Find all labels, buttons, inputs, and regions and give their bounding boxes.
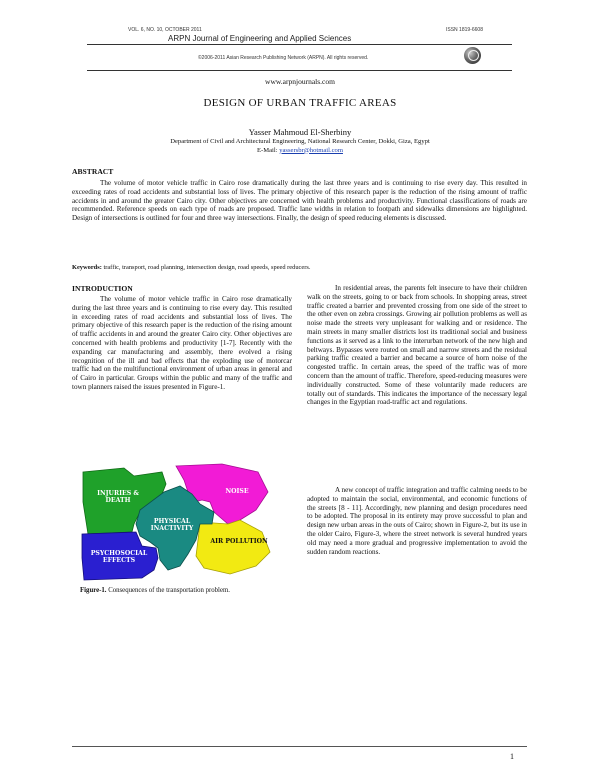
header-rule-top [87, 44, 512, 45]
introduction-heading: INTRODUCTION [72, 284, 133, 293]
arpn-globe-icon [464, 47, 481, 64]
label-psycho: PSYCHOSOCIAL EFFECTS [90, 550, 148, 564]
figure-1-caption [80, 587, 300, 594]
keywords-label: Keywords: [72, 264, 102, 271]
journal-name: ARPN Journal of Engineering and Applied Sciences [168, 34, 352, 43]
intro-paragraph-1: The volume of motor vehicle traffic in Cairo rose dramatically during the last three years and is continuing to rise every day. This resulted in exceeding rates of road accidents and substantial loss of lives. The primary objective of this research paper is the reduction of the rising amount of traffic accidents in and around the greater Cairo city. Other objectives are concerned with health problems and productivity [1-7]. Recently with the expanding car manufacturing and assembly, there evolved a rising recognition of the ill and bad effects that the exploding use of motorcar traffic had on the multifunctional environment of urban areas in general and of Cairo in particular. Groups within the public and many of the traffic and town planners raised the issues presented in Figure-1. [72, 295, 292, 391]
email-link[interactable]: yassersbr@hotmail.com [279, 146, 343, 154]
footer-rule [72, 746, 527, 747]
journal-url[interactable]: www.arpnjournals.com [265, 77, 335, 86]
affiliation-text: Department of Civil and Architectural Engineering, National Research Center, Dokki, Giza, Egypt [170, 138, 430, 145]
header-rule-bottom [87, 70, 512, 71]
label-injuries: INJURIES & DEATH [97, 490, 139, 504]
piece-air [196, 520, 270, 574]
figure-1-caption-text: Consequences of the transportation problem. [108, 587, 230, 594]
paper-title: DESIGN OF URBAN TRAFFIC AREAS [203, 97, 397, 109]
keywords [72, 264, 527, 271]
page-number: 1 [510, 752, 514, 761]
author-name: Yasser Mahmoud El-Sherbiny [248, 127, 352, 137]
label-noise: NOISE [225, 488, 249, 495]
abstract-heading: ABSTRACT [72, 167, 114, 176]
copyright: ©2006-2011 Asian Research Publishing Network (ARPN). All rights reserved. [198, 55, 369, 61]
intro-paragraph-2: In residential areas, the parents felt insecure to have their children walk on the streets, going to or back from schools. In shopping areas, street traffic created a barrier and prevented crossing from one side of the street to the other even on zebra crossings. Growing air pollution problems as well as noise made the streets very unpleasant for walking and or residence. The main streets in many smaller districts lost its traditional social and business functions as it served as a link to the interurban network of the new high and beltways. Bypasses were routed on small and narrow streets and the residual parking traffic created a barrier and became a source of horn noise of the congested traffic. In certain areas, the speed of the traffic was of more concern than the amount of traffic. Therefore, speed-reducing measures were individually constructed. Some of these voluntarily made reducers are totally out of standards. This indicates the importance of the necessary legal changes in the Egyptian road-traffic act and regulations. [307, 284, 528, 407]
issn: ISSN 1819-6608 [446, 27, 483, 33]
intro-paragraph-3: A new concept of traffic integration and traffic calming needs to be adopted to maintain the social, environmental, and economic functions of the streets [8 - 11]. Accordingly, new planning and design procedures need to be adopted. The proposal in its entirety may prove successful to plan and design new urban areas in the outs of Cairo; shown in Figure-2, but its use in the older Cairo, Figure-3, where the street network is several hundred years old may need a more gradual and progressive implementation to avoid the sudden random reactions. [307, 486, 527, 556]
label-physical: PHYSICAL INACTIVITY [150, 518, 194, 532]
email-label: E-Mail: [257, 146, 278, 154]
figure-1-caption-label: Figure-1. [80, 587, 107, 594]
keywords-text: traffic, transport, road planning, intersection design, road speeds, speed reducers. [103, 264, 311, 271]
email-line [0, 147, 600, 156]
label-air: AIR POLLUTION [210, 538, 268, 545]
abstract-text: The volume of motor vehicle traffic in Cairo rose dramatically during the last three years and is continuing to rise every day. This resulted in exceeding rates of road accidents and substantial loss of lives. The primary objective of this research paper is the reduction of the rising amount of traffic accidents in and around the greater Cairo city. Other objectives are concerned with health problems and productivity. Functional classifications of roads are recommended. Reference speeds on each type of roads are proposed. Traffic lane widths in relation to footpath and sidewalks dimensions are highlighted. Design of intersections is outlined for four and three way intersections. Finally, the design of speed reducing elements is discussed. [72, 179, 527, 223]
volume-info: VOL. 6, NO. 10, OCTOBER 2011 [128, 27, 202, 33]
figure-1 [80, 462, 290, 584]
author-affiliation [0, 138, 600, 155]
